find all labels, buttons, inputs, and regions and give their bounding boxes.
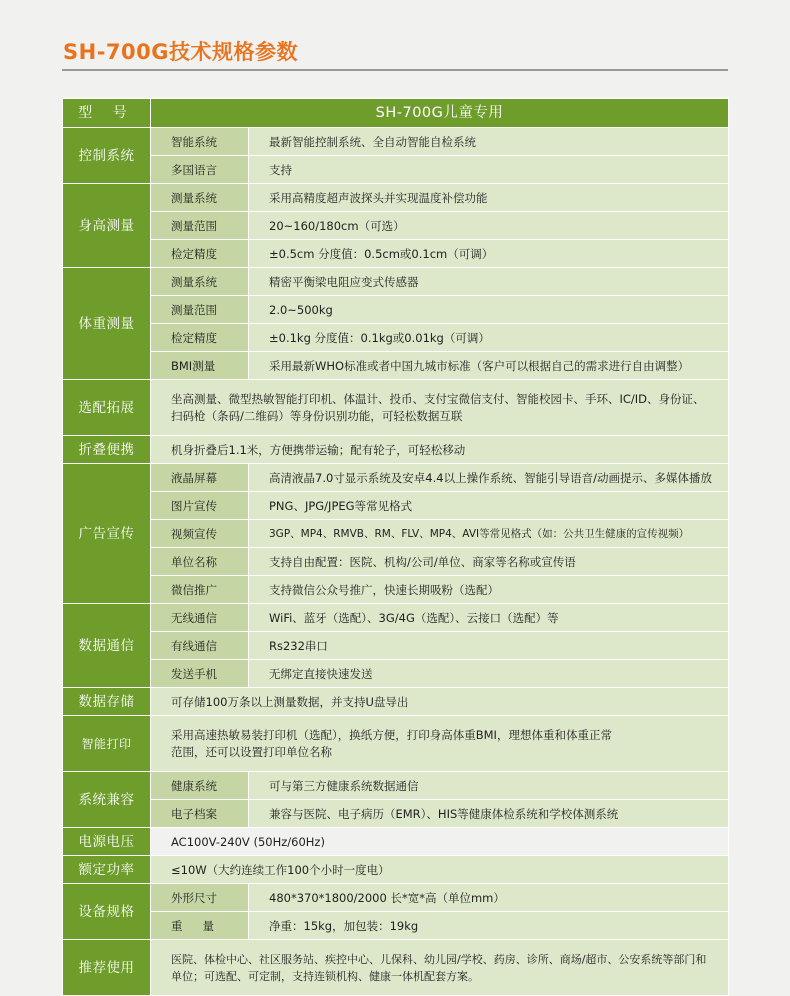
row-value: 机身折叠后1.1米，方便携带运输；配有轮子，可轻松移动 bbox=[151, 436, 729, 464]
category-control: 控制系统 bbox=[63, 128, 151, 184]
row-value: ≤10W（大约连续工作100个小时一度电） bbox=[151, 856, 729, 884]
category-communication: 数据通信 bbox=[63, 604, 151, 688]
table-row bbox=[63, 380, 729, 436]
row-value: 无绑定直接快速发送 bbox=[249, 660, 729, 688]
row-value: WiFi、蓝牙（选配）、3G/4G（选配）、云接口（选配）等 bbox=[249, 604, 729, 632]
table-row bbox=[63, 688, 729, 716]
row-value: ±0.1kg 分度值：0.1kg或0.01kg（可调） bbox=[249, 324, 729, 352]
category-extension: 选配拓展 bbox=[63, 380, 151, 436]
table-row bbox=[63, 548, 729, 576]
category-height: 身高测量 bbox=[63, 184, 151, 268]
table-row bbox=[63, 716, 729, 772]
table-row bbox=[63, 436, 729, 464]
table-row bbox=[63, 156, 729, 184]
row-label: 无线通信 bbox=[151, 604, 249, 632]
table-row bbox=[63, 576, 729, 604]
table-row bbox=[63, 800, 729, 828]
title-divider bbox=[62, 69, 728, 71]
header-row bbox=[63, 99, 729, 128]
row-value: 采用最新WHO标准或者中国九城市标准（客户可以根据自己的需求进行自由调整） bbox=[249, 352, 729, 380]
row-label: 智能系统 bbox=[151, 128, 249, 156]
table-row bbox=[63, 296, 729, 324]
row-value: AC100V-240V (50Hz/60Hz) bbox=[151, 828, 729, 856]
row-label: 电子档案 bbox=[151, 800, 249, 828]
row-value: 支持微信公众号推广，快速长期吸粉（选配） bbox=[249, 576, 729, 604]
row-value: 可存储100万条以上测量数据，并支持U盘导出 bbox=[151, 688, 729, 716]
table-row bbox=[63, 324, 729, 352]
table-row bbox=[63, 184, 729, 212]
category-storage: 数据存储 bbox=[63, 688, 151, 716]
category-specs: 设备规格 bbox=[63, 884, 151, 940]
category-rated-power: 额定功率 bbox=[63, 856, 151, 884]
table-row bbox=[63, 492, 729, 520]
row-value: Rs232串口 bbox=[249, 632, 729, 660]
row-value: 2.0~500kg bbox=[249, 296, 729, 324]
row-value: ±0.5cm 分度值：0.5cm或0.1cm（可调） bbox=[249, 240, 729, 268]
row-value: 精密平衡梁电阻应变式传感器 bbox=[249, 268, 729, 296]
row-value: 20~160/180cm（可选） bbox=[249, 212, 729, 240]
row-label: BMI测量 bbox=[151, 352, 249, 380]
row-label: 测量系统 bbox=[151, 268, 249, 296]
category-folding: 折叠便携 bbox=[63, 436, 151, 464]
row-label: 测量系统 bbox=[151, 184, 249, 212]
row-label: 液晶屏幕 bbox=[151, 464, 249, 492]
row-value: 净重：15kg，加包装：19kg bbox=[249, 912, 729, 940]
row-value: PNG、JPG/JPEG等常见格式 bbox=[249, 492, 729, 520]
table-row bbox=[63, 604, 729, 632]
row-value bbox=[151, 716, 729, 772]
model-label: 型 号 bbox=[63, 99, 151, 128]
row-value: 支持自由配置：医院、机构/公司/单位、商家等名称或宣传语 bbox=[249, 548, 729, 576]
table-row bbox=[63, 464, 729, 492]
table-row bbox=[63, 884, 729, 912]
table-row bbox=[63, 828, 729, 856]
row-label: 视频宣传 bbox=[151, 520, 249, 548]
row-value: 支持 bbox=[249, 156, 729, 184]
table-row bbox=[63, 632, 729, 660]
model-value: SH-700G儿童专用 bbox=[151, 99, 729, 128]
row-value bbox=[151, 380, 729, 436]
row-label: 图片宣传 bbox=[151, 492, 249, 520]
category-recommended: 推荐使用 bbox=[63, 940, 151, 996]
value-line: 扫码枪（条码/二维码）等身份识别功能，可轻松数据互联 bbox=[171, 408, 463, 423]
value-line: 医院、体检中心、社区服务站、疾控中心、儿保科、幼儿园/学校、药房、诊所、商场/超市、公安系统等部门和 bbox=[171, 952, 707, 966]
category-advertising: 广告宣传 bbox=[63, 464, 151, 604]
row-label: 单位名称 bbox=[151, 548, 249, 576]
table-row bbox=[63, 660, 729, 688]
row-label: 检定精度 bbox=[151, 240, 249, 268]
table-row bbox=[63, 212, 729, 240]
row-label: 发送手机 bbox=[151, 660, 249, 688]
table-row bbox=[63, 856, 729, 884]
row-value: 3GP、MP4、RMVB、RM、FLV、MP4、AVI等常见格式（如：公共卫生健康的宣传视频） bbox=[249, 520, 729, 548]
table-row bbox=[63, 352, 729, 380]
row-value: 兼容与医院、电子病历（EMR）、HIS等健康体检系统和学校体测系统 bbox=[249, 800, 729, 828]
row-value: 最新智能控制系统、全自动智能自检系统 bbox=[249, 128, 729, 156]
table-row bbox=[63, 520, 729, 548]
row-value: 高清液晶7.0寸显示系统及安卓4.4以上操作系统、智能引导语音/动画提示、多媒体播放 bbox=[249, 464, 729, 492]
row-label: 微信推广 bbox=[151, 576, 249, 604]
row-value bbox=[151, 940, 729, 996]
table-row bbox=[63, 268, 729, 296]
table-row bbox=[63, 940, 729, 996]
value-line: 单位；可选配、可定制，支持连锁机构、健康一体机配套方案。 bbox=[171, 969, 479, 983]
row-label: 有线通信 bbox=[151, 632, 249, 660]
row-label: 测量范围 bbox=[151, 296, 249, 324]
row-value: 480*370*1800/2000 长*宽*高（单位mm） bbox=[249, 884, 729, 912]
category-power-voltage: 电源电压 bbox=[63, 828, 151, 856]
spec-table bbox=[62, 98, 729, 996]
row-value: 采用高精度超声波探头并实现温度补偿功能 bbox=[249, 184, 729, 212]
category-weight: 体重测量 bbox=[63, 268, 151, 380]
row-label: 测量范围 bbox=[151, 212, 249, 240]
table-row bbox=[63, 772, 729, 800]
value-line: 采用高速热敏易装打印机（选配），换纸方便，打印身高体重BMI，理想体重和体重正常 bbox=[171, 727, 612, 742]
category-printing: 智能打印 bbox=[63, 716, 151, 772]
category-compatibility: 系统兼容 bbox=[63, 772, 151, 828]
table-row bbox=[63, 240, 729, 268]
page-title: SH-700G技术规格参数 bbox=[63, 40, 298, 64]
row-label: 检定精度 bbox=[151, 324, 249, 352]
row-label: 重量 bbox=[151, 912, 249, 940]
table-row bbox=[63, 128, 729, 156]
row-label: 外形尺寸 bbox=[151, 884, 249, 912]
value-line: 坐高测量、微型热敏智能打印机、体温计、投币、支付宝微信支付、智能校园卡、手环、IC/ID、身份证、 bbox=[171, 391, 705, 406]
row-label: 健康系统 bbox=[151, 772, 249, 800]
value-line: 范围，还可以设置打印单位名称 bbox=[171, 744, 332, 759]
row-label: 多国语言 bbox=[151, 156, 249, 184]
row-value: 可与第三方健康系统数据通信 bbox=[249, 772, 729, 800]
table-row bbox=[63, 912, 729, 940]
